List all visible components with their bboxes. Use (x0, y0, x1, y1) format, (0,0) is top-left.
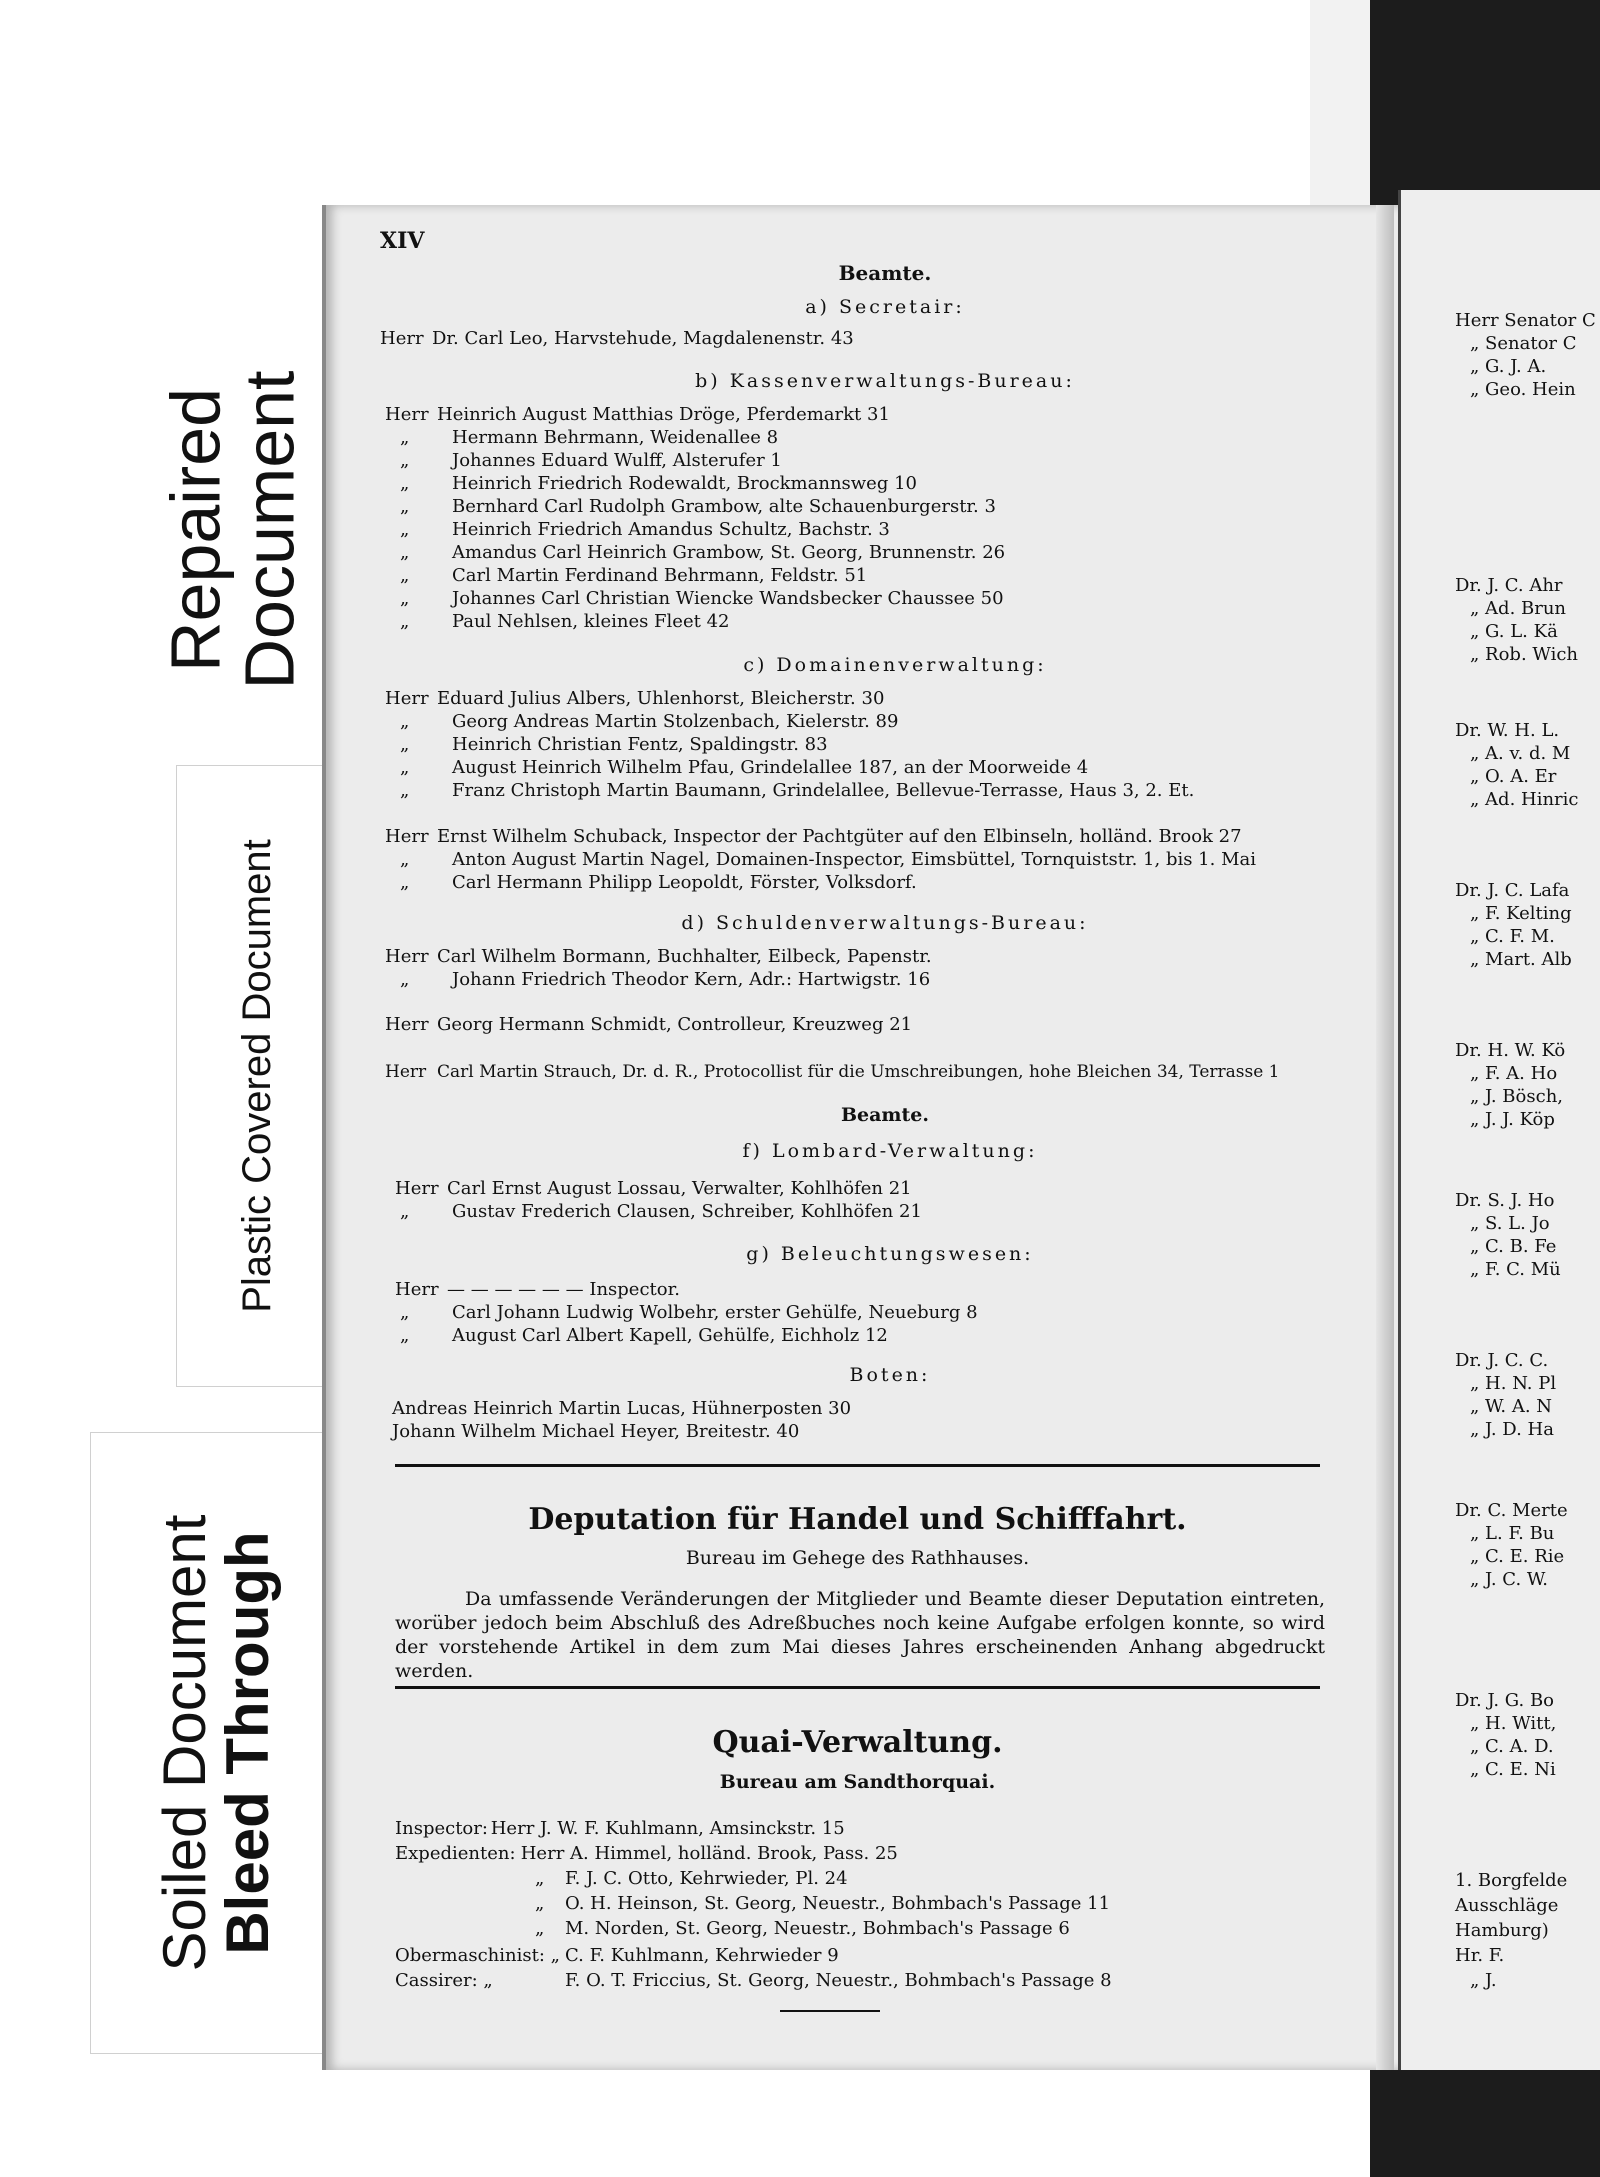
entry-prefix: „ (400, 542, 410, 563)
domainen-entry (400, 849, 1256, 870)
quai-role: „ (535, 1868, 545, 1889)
right-column-line: „ S. L. Jo (1470, 1213, 1550, 1234)
quai-role: Expedienten: (395, 1843, 516, 1864)
entry-prefix: Herr (395, 1279, 439, 1300)
entry-prefix: „ (400, 969, 410, 990)
schulden-heading: d) Schuldenverwaltungs-Bureau: (681, 912, 1089, 934)
secretair-heading: a) Secretair: (805, 296, 965, 318)
right-column-line: Dr. J. C. C. (1455, 1350, 1549, 1371)
domainen-entry (400, 711, 898, 732)
kassen-entry (400, 588, 1004, 609)
entry-text: Heinrich Friedrich Rodewaldt, Brockmannsweg 10 (452, 473, 917, 494)
kassen-heading: b) Kassenverwaltungs-Bureau: (695, 370, 1075, 392)
right-column-line: Dr. W. H. L. (1455, 720, 1560, 741)
entry-text: Georg Andreas Martin Stolzenbach, Kielerstr. 89 (452, 711, 899, 732)
entry-text: Johann Friedrich Theodor Kern, Adr.: Hartwigstr. 16 (452, 969, 931, 990)
beleuchtung-entry (400, 1325, 888, 1346)
right-column-line: „ C. B. Fe (1470, 1236, 1557, 1257)
entry-text: Bernhard Carl Rudolph Grambow, alte Schauenburgerstr. 3 (452, 496, 996, 517)
entry-prefix: „ (400, 1325, 410, 1346)
right-column-line: „ Mart. Alb (1470, 949, 1572, 970)
boten-entry: Johann Wilhelm Michael Heyer, Breitestr. 40 (392, 1421, 800, 1442)
right-column-line: 1. Borgfelde (1455, 1870, 1568, 1891)
schulden-entry (400, 969, 930, 990)
right-column-line: Dr. H. W. Kö (1455, 1040, 1566, 1061)
entry-text: August Carl Albert Kapell, Gehülfe, Eichholz 12 (452, 1325, 888, 1346)
quai-role: Obermaschinist: „ (395, 1945, 560, 1966)
right-column-line: Ausschläge (1455, 1895, 1559, 1916)
right-column-line: Hamburg) (1455, 1920, 1549, 1941)
right-column-line: „ C. E. Ni (1470, 1759, 1556, 1780)
entry-text: Johannes Eduard Wulff, Alsterufer 1 (452, 450, 782, 471)
entry-prefix: Herr (380, 328, 424, 349)
entry-text: Eduard Julius Albers, Uhlenhorst, Bleicherstr. 30 (437, 688, 885, 709)
entry-text: Herr J. W. F. Kuhlmann, Amsinckstr. 15 (490, 1818, 845, 1839)
entry-text: Ernst Wilhelm Schuback, Inspector der Pachtgüter auf den Elbinseln, holländ. Brook 27 (437, 826, 1242, 847)
domainen-entry (385, 688, 884, 709)
kassen-entry (385, 404, 890, 425)
entry-text: M. Norden, St. Georg, Neuestr., Bohmbach's Passage 6 (565, 1918, 1070, 1939)
entry-text: O. H. Heinson, St. Georg, Neuestr., Bohmbach's Passage 11 (565, 1893, 1111, 1914)
right-column-line: „ J. D. Ha (1470, 1419, 1554, 1440)
quai-subtitle: Bureau am Sandthorquai. (719, 1771, 996, 1793)
lombard-heading: f) Lombard-Verwaltung: (742, 1140, 1038, 1162)
right-column-line: Dr. J. G. Bo (1455, 1690, 1555, 1711)
right-column-line: „ A. v. d. M (1470, 743, 1571, 764)
section-divider (395, 1464, 1320, 1467)
quai-entry (395, 1945, 839, 1966)
right-column-line: „ C. F. M. (1470, 926, 1555, 947)
deputation-subtitle: Bureau im Gehege des Rathhauses. (685, 1547, 1030, 1569)
right-column-line: „ Geo. Hein (1470, 379, 1576, 400)
entry-prefix: „ (400, 427, 410, 448)
right-column-line: Dr. J. C. Ahr (1455, 575, 1563, 596)
beleuchtung-heading: g) Beleuchtungswesen: (746, 1243, 1034, 1265)
entry-prefix: Herr (385, 826, 429, 847)
kassen-entry (400, 542, 1005, 563)
entry-prefix: „ (400, 734, 410, 755)
quai-role: Inspector: (395, 1818, 488, 1839)
right-column-line: „ H. N. Pl (1470, 1373, 1557, 1394)
domainen-heading: c) Domainenverwaltung: (743, 654, 1047, 676)
entry-text: C. F. Kuhlmann, Kehrwieder 9 (565, 1945, 839, 1966)
entry-text: Carl Martin Ferdinand Behrmann, Feldstr. 51 (452, 565, 868, 586)
entry-prefix: Herr (385, 1062, 427, 1082)
entry-text: Gustav Frederich Clausen, Schreiber, Kohlhöfen 21 (452, 1201, 922, 1222)
right-column-line: „ J. (1470, 1970, 1497, 1991)
quai-role: Cassirer: „ (395, 1970, 493, 1991)
entry-prefix: „ (400, 1302, 410, 1323)
secretair-entry (380, 328, 854, 349)
entry-text: Heinrich August Matthias Dröge, Pferdemarkt 31 (437, 404, 890, 425)
kassen-entry (400, 473, 917, 494)
right-column-line: „ G. L. Kä (1470, 621, 1558, 642)
entry-text: Johannes Carl Christian Wiencke Wandsbecker Chaussee 50 (452, 588, 1004, 609)
repaired-tag-line1: Repaired (156, 387, 235, 673)
entry-prefix: „ (400, 565, 410, 586)
entry-text: August Heinrich Wilhelm Pfau, Grindelallee 187, an der Moorweide 4 (452, 757, 1089, 778)
lombard-entry (400, 1201, 922, 1222)
schulden-entry (385, 946, 932, 967)
right-column-line: Dr. S. J. Ho (1455, 1190, 1555, 1211)
page-number: XIV (380, 228, 425, 254)
kassen-entry (400, 427, 778, 448)
beamte-heading: Beamte. (838, 261, 932, 285)
entry-text: F. J. C. Otto, Kehrwieder, Pl. 24 (565, 1868, 848, 1889)
quai-entry (395, 1970, 1112, 1991)
entry-text: Carl Wilhelm Bormann, Buchhalter, Eilbeck, Papenstr. (437, 946, 932, 967)
protocollist-entry (385, 1062, 1280, 1083)
entry-prefix: „ (400, 849, 410, 870)
entry-text: Herr A. Himmel, holländ. Brook, Pass. 25 (520, 1843, 898, 1864)
entry-prefix: Herr (395, 1178, 439, 1199)
kassen-entry (400, 519, 890, 540)
boten-entry: Andreas Heinrich Martin Lucas, Hühnerposten 30 (392, 1398, 852, 1419)
right-column-line: „ J. C. W. (1470, 1569, 1548, 1590)
right-column-line: „ F. A. Ho (1470, 1063, 1558, 1084)
repaired-tag-line2: Document (230, 370, 308, 690)
entry-prefix: „ (400, 711, 410, 732)
entry-text: Paul Nehlsen, kleines Fleet 42 (452, 611, 730, 632)
entry-text: Carl Johann Ludwig Wolbehr, erster Gehülfe, Neueburg 8 (452, 1302, 978, 1323)
right-column-line: Dr. J. C. Lafa (1455, 880, 1570, 901)
entry-prefix: „ (400, 780, 410, 801)
entry-prefix: „ (400, 611, 410, 632)
right-column-line: „ W. A. N (1470, 1396, 1553, 1417)
end-rule (780, 2010, 880, 2012)
entry-text: Heinrich Christian Fentz, Spaldingstr. 83 (452, 734, 828, 755)
right-column-line: „ J. Bösch, (1470, 1086, 1564, 1107)
right-column-line: „ H. Witt, (1470, 1713, 1557, 1734)
entry-text: Carl Martin Strauch, Dr. d. R., Protocollist für die Umschreibungen, hohe Bleichen 34, Terrasse 1 (437, 1062, 1280, 1082)
quai-role: „ (535, 1918, 545, 1939)
plastic-covered-tag (176, 765, 338, 1387)
entry-prefix: „ (400, 496, 410, 517)
right-page-column (1400, 200, 1600, 2070)
soiled-tag-line2: Bleed Through (214, 1531, 281, 1955)
deputation-paragraph: Da umfassende Veränderungen der Mitglieder und Beamte dieser Deputation eintreten, worüber jedoch beim Abschluß des Adreßbuches noch keine Aufgabe erfolgen konnte, so wird der vorstehende Artikel in dem zum Mai dieses Jahres erscheinenden Anhang abgedruckt werden. (395, 1588, 1325, 1682)
entry-prefix: „ (400, 473, 410, 494)
right-column-line: „ G. J. A. (1470, 356, 1547, 377)
quai-entry (395, 1818, 845, 1839)
right-column-line: „ C. E. Rie (1470, 1546, 1565, 1567)
entry-prefix: Herr (385, 1014, 429, 1035)
quai-entry (395, 1843, 898, 1864)
kassen-entry (400, 565, 867, 586)
entry-prefix: Herr (385, 946, 429, 967)
deputation-title: Deputation für Handel und Schifffahrt. (528, 1502, 1187, 1537)
soiled-document-tag (90, 1432, 342, 2054)
right-column-line: „ Rob. Wich (1470, 644, 1579, 665)
section-divider (395, 1686, 1320, 1689)
right-column-line: „ F. C. Mü (1470, 1259, 1561, 1280)
right-column-line: „ L. F. Bu (1470, 1523, 1555, 1544)
entry-text: Carl Ernst August Lossau, Verwalter, Kohlhöfen 21 (447, 1178, 912, 1199)
domainen-entry (400, 734, 828, 755)
boten-heading: Boten: (849, 1364, 931, 1386)
right-column-line: Dr. C. Merte (1455, 1500, 1568, 1521)
entry-prefix: „ (400, 1201, 410, 1222)
kassen-entry (400, 496, 996, 517)
entry-text: Carl Hermann Philipp Leopoldt, Förster, Volksdorf. (452, 872, 917, 893)
entry-text: Dr. Carl Leo, Harvstehude, Magdalenenstr. 43 (432, 328, 854, 349)
quai-entry (535, 1918, 1070, 1939)
entry-prefix: „ (400, 450, 410, 471)
entry-text: Georg Hermann Schmidt, Controlleur, Kreuzweg 21 (437, 1014, 913, 1035)
right-column-line: „ C. A. D. (1470, 1736, 1554, 1757)
domainen-entry (400, 757, 1088, 778)
entry-text: Heinrich Friedrich Amandus Schultz, Bachstr. 3 (452, 519, 890, 540)
entry-text: Amandus Carl Heinrich Grambow, St. Georg, Brunnenstr. 26 (452, 542, 1006, 563)
entry-prefix: „ (400, 588, 410, 609)
entry-prefix: Herr (385, 404, 429, 425)
soiled-tag-line1: Soiled Document (151, 1514, 218, 1972)
domainen-entry (385, 826, 1242, 847)
entry-text: F. O. T. Friccius, St. Georg, Neuestr., Bohmbach's Passage 8 (565, 1970, 1112, 1991)
entry-text: — — — — — — Inspector. (447, 1279, 680, 1300)
page-gutter (1376, 205, 1394, 2070)
right-column-line: Hr. F. (1455, 1945, 1505, 1966)
entry-prefix: „ (400, 757, 410, 778)
beleuchtung-entry (400, 1302, 978, 1323)
quai-title: Quai-Verwaltung. (712, 1725, 1003, 1760)
entry-prefix: „ (400, 519, 410, 540)
right-column-line: „ Ad. Hinric (1470, 789, 1579, 810)
kassen-entry (400, 611, 729, 632)
quai-entry (535, 1868, 848, 1889)
entry-prefix: „ (400, 872, 410, 893)
quai-entry (535, 1893, 1110, 1914)
domainen-entry (400, 872, 917, 893)
entry-text: Hermann Behrmann, Weidenallee 8 (452, 427, 779, 448)
repaired-document-tag (118, 330, 348, 730)
kassen-entry (400, 450, 782, 471)
controlleur-entry (385, 1014, 912, 1035)
beamte-heading-2: Beamte. (840, 1104, 930, 1126)
entry-prefix: Herr (385, 688, 429, 709)
right-column-line: „ F. Kelting (1470, 903, 1572, 924)
right-column-line: „ O. A. Er (1470, 766, 1557, 787)
entry-text: Franz Christoph Martin Baumann, Grindelallee, Bellevue-Terrasse, Haus 3, 2. Et. (452, 780, 1195, 801)
right-column-line: „ Senator C (1470, 333, 1577, 354)
beleuchtung-entry (395, 1279, 680, 1300)
lombard-entry (395, 1178, 912, 1199)
right-column-line: „ Ad. Brun (1470, 598, 1567, 619)
quai-role: „ (535, 1893, 545, 1914)
entry-text: Anton August Martin Nagel, Domainen-Inspector, Eimsbüttel, Tornquiststr. 1, bis 1. Mai (452, 849, 1256, 870)
right-column-line: „ J. J. Köp (1470, 1109, 1555, 1130)
right-column-line: Herr Senator C (1455, 310, 1596, 331)
backdrop-light-area (1310, 0, 1370, 210)
plastic-tag-label: Plastic Covered Document (235, 839, 279, 1313)
domainen-entry (400, 780, 1194, 801)
